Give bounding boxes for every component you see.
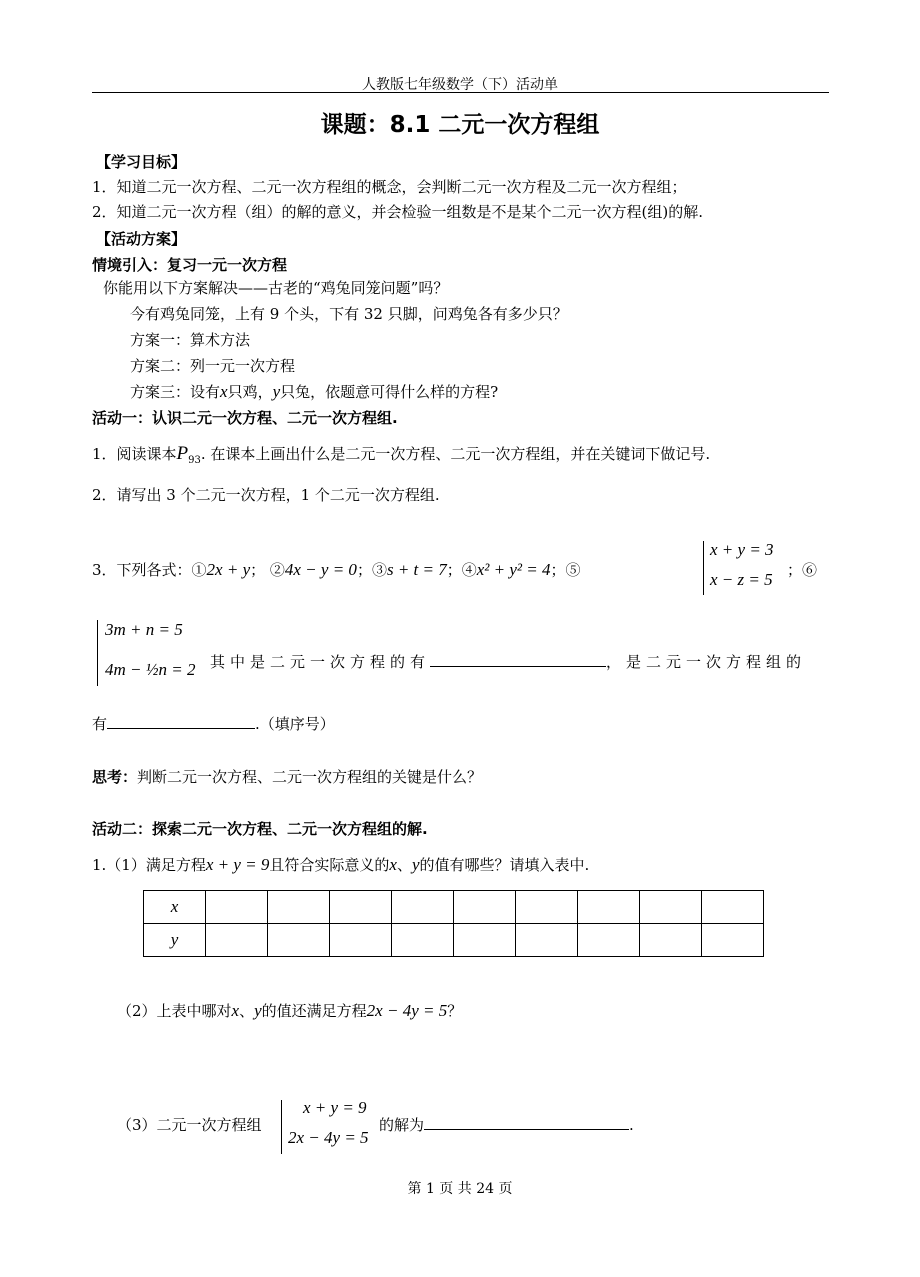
a2-q1-mid: 且符合实际意义的 — [269, 856, 390, 874]
intro-line-2: 今有鸡兔同笼，上有 9 个头，下有 32 只脚，问鸡兔各有多少只？ — [130, 305, 568, 323]
a1-q3-line3 — [92, 713, 335, 734]
plan3-x: x — [220, 382, 228, 401]
sep-2: ；③ — [356, 561, 387, 579]
blank-equations[interactable] — [430, 651, 606, 667]
table-row — [144, 891, 764, 924]
a2-q2-eq: 2x − 4y = 5 — [366, 1001, 448, 1020]
system-6-eq1: 3m + n = 5 — [105, 620, 183, 639]
expr-2: 4x − y = 0 — [284, 560, 357, 579]
a1-q1-p: P — [176, 443, 189, 464]
expr-3: s + t = 7 — [386, 560, 447, 579]
a2-q1-y: y — [411, 855, 420, 874]
table-cell[interactable] — [454, 924, 516, 957]
goal-item-1: 1．知道二元一次方程、二元一次方程组的概念，会判断二元一次方程及二元一次方程组； — [92, 178, 687, 196]
think-label: 思考： — [92, 768, 138, 786]
table-cell[interactable] — [206, 924, 268, 957]
a2-q2-y: y — [254, 1001, 262, 1020]
system-6-eq2: 4m − ½n = 2 — [105, 660, 196, 679]
system-5-eq2: x − z = 5 — [710, 570, 773, 589]
system-6-brace — [97, 620, 98, 686]
a2-q3-pre: （3）二元一次方程组 — [117, 1116, 262, 1134]
a2-q3-tail — [379, 1114, 634, 1135]
a1-q1 — [92, 443, 710, 466]
plan3-mid: 只鸡， — [227, 383, 273, 401]
table-cell[interactable] — [702, 891, 764, 924]
a2-q2 — [117, 1000, 462, 1021]
a1-q2: 2．请写出 3 个二元一次方程，1 个二元一次方程组. — [92, 486, 440, 504]
a1-q3-end-post: .（填序号） — [255, 715, 335, 733]
plan3-pre: 方案三：设有 — [130, 383, 221, 401]
sep-1: ； ② — [250, 561, 285, 579]
activity1-title: 活动一：认识二元一次方程、二元一次方程组. — [92, 409, 398, 427]
intro-line-4: 方案二：列一元一次方程 — [130, 357, 296, 375]
table-cell[interactable] — [392, 891, 454, 924]
table-cell[interactable] — [516, 924, 578, 957]
plan3-y: y — [272, 382, 281, 401]
system-q3-brace — [281, 1100, 282, 1154]
a1-q1-pre: 1．阅读课本 — [92, 445, 177, 463]
system-q3-eq1: x + y = 9 — [303, 1098, 367, 1117]
blank-solution[interactable] — [424, 1114, 629, 1130]
xy-table — [143, 890, 764, 957]
a2-q2-pre: （2）上表中哪对 — [117, 1002, 232, 1020]
table-cell[interactable] — [578, 924, 640, 957]
think-text: 判断二元一次方程、二元一次方程组的关键是什么？ — [137, 768, 483, 786]
a2-q1-eq: x + y = 9 — [205, 855, 270, 874]
blank-systems[interactable] — [107, 713, 255, 729]
a2-q3-post: 的解为 — [379, 1116, 425, 1134]
header-rule — [92, 92, 829, 93]
table-cell[interactable] — [516, 891, 578, 924]
plan-heading: 【活动方案】 — [96, 230, 187, 248]
expr-4: x² + y² = 4 — [476, 560, 551, 579]
intro-line-1: 你能用以下方案解决——古老的“鸡兔同笼问题”吗？ — [103, 279, 449, 297]
sep-5: ；⑥ — [787, 561, 818, 579]
a1-q3-mid2: ，是二元一次方程组的 — [606, 653, 807, 671]
a2-q1-x: x — [389, 855, 397, 874]
table-cell[interactable] — [268, 924, 330, 957]
a2-q2-mid: 的值还满足方程 — [261, 1002, 367, 1020]
table-cell[interactable] — [392, 924, 454, 957]
page-title: 课题：8.1 二元一次方程组 — [320, 112, 600, 138]
a1-q1-post: . 在课本上画出什么是二元一次方程、二元一次方程组，并在关键词下做记号. — [200, 445, 711, 463]
goal-item-2: 2．知道二元一次方程（组）的解的意义，并会检验一组数是不是某个二元一次方程(组)的解. — [92, 203, 704, 221]
a2-q1-pre: 1.（1）满足方程 — [92, 856, 206, 874]
sep-4: ；⑤ — [550, 561, 581, 579]
system-q3-eq2: 2x − 4y = 5 — [288, 1128, 369, 1147]
a2-q2-post: ？ — [447, 1002, 463, 1020]
expr-1: 2x + y — [206, 560, 251, 579]
table-cell[interactable] — [640, 891, 702, 924]
table-cell[interactable] — [268, 891, 330, 924]
intro-title: 情境引入：复习一元一次方程 — [92, 256, 288, 274]
plan3-line — [130, 381, 498, 402]
a1-q1-sub: 93 — [188, 455, 201, 466]
table-row — [144, 924, 764, 957]
activity2-title: 活动二：探索二元一次方程、二元一次方程组的解. — [92, 820, 428, 838]
a2-q2-comma: 、 — [239, 1002, 255, 1020]
table-cell[interactable] — [454, 891, 516, 924]
a1-q3-line2 — [210, 651, 806, 672]
a1-q3-end-pre: 有 — [92, 715, 108, 733]
goals-heading: 【学习目标】 — [96, 153, 187, 171]
table-cell[interactable] — [330, 924, 392, 957]
table-cell[interactable] — [702, 924, 764, 957]
system-5-eq1: x + y = 3 — [710, 540, 774, 559]
a2-q1 — [92, 854, 589, 875]
table-row-label-y: y — [144, 924, 206, 957]
a1-q3-pre: 3．下列各式：① — [92, 561, 207, 579]
plan3-post: 只兔，依题意可得什么样的方程? — [280, 383, 499, 401]
table-row-label-x: x — [144, 891, 206, 924]
table-cell[interactable] — [330, 891, 392, 924]
page-footer: 第 1 页 共 24 页 — [407, 1181, 513, 1197]
table-cell[interactable] — [640, 924, 702, 957]
table-cell[interactable] — [206, 891, 268, 924]
a1-q3-mid: 其中是二元一次方程的有 — [210, 653, 431, 671]
page-header: 人教版七年级数学（下）活动单 — [362, 77, 558, 93]
sep-3: ；④ — [446, 561, 477, 579]
table-cell[interactable] — [578, 891, 640, 924]
system-5-brace — [703, 541, 704, 595]
intro-line-3: 方案一：算术方法 — [130, 331, 251, 349]
a2-q3-end: . — [629, 1116, 634, 1134]
a2-q2-x: x — [231, 1001, 240, 1020]
a2-q1-post: 的值有哪些？请填入表中. — [419, 856, 590, 874]
a1-q3-line1 — [92, 559, 581, 580]
think-line — [92, 766, 482, 787]
a2-q1-comma: 、 — [396, 856, 412, 874]
